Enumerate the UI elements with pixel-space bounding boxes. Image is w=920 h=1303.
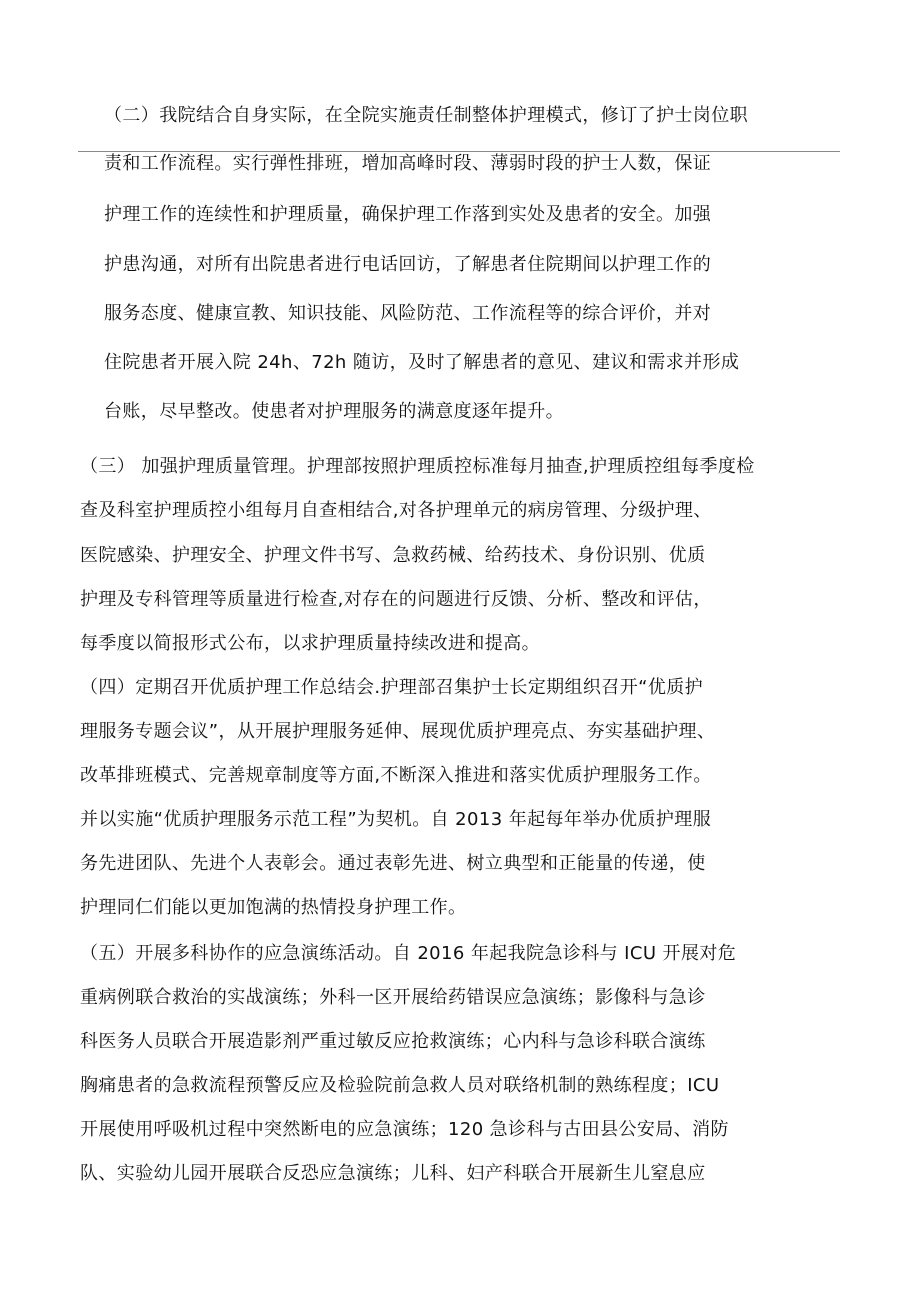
section-4-line-3: 改革排班模式、完善规章制度等方面,不断深入推进和落实优质护理服务工作。 [80, 765, 712, 786]
section-3-line-5: 每季度以简报形式公布，以求护理质量持续改进和提高。 [80, 633, 540, 654]
section-4-line-4: 并以实施“优质护理服务示范工程”为契机。自 2013 年起每年举办优质护理服 [80, 809, 712, 830]
section-2-line-3: 护理工作的连续性和护理质量，确保护理工作落到实处及患者的安全。加强 [104, 204, 712, 225]
section-3-line-4: 护理及专科管理等质量进行检查,对存在的问题进行反馈、分析、整改和评估， [80, 589, 712, 610]
section-3-line-3: 医院感染、护理安全、护理文件书写、急救药械、给药技术、身份识别、优质 [80, 545, 706, 566]
section-4-line-6: 护理同仁们能以更加饱满的热情投身护理工作。 [80, 897, 467, 918]
section-5-line-5: 开展使用呼吸机过程中突然断电的应急演练；120 急诊科与古田县公安局、消防 [80, 1119, 729, 1140]
section-5-line-6: 队、实验幼儿园开展联合反恐应急演练；儿科、妇产科联合开展新生儿窒息应 [80, 1163, 706, 1184]
section-4-line-1: （四）定期召开优质护理工作总结会.护理部召集护士长定期组织召开“优质护 [80, 677, 704, 698]
section-4-line-5: 务先进团队、先进个人表彰会。通过表彰先进、树立典型和正能量的传递，使 [80, 853, 706, 874]
section-5-line-3: 科医务人员联合开展造影剂严重过敏反应抢救演练；心内科与急诊科联合演练 [80, 1031, 706, 1052]
section-2-line-2: 责和工作流程。实行弹性排班，增加高峰时段、薄弱时段的护士人数，保证 [104, 153, 712, 174]
section-5-line-4: 胸痛患者的急救流程预警反应及检验院前急救人员对联络机制的熟练程度；ICU [80, 1075, 720, 1096]
section-4-line-2: 理服务专题会议”，从开展护理服务延伸、展现优质护理亮点、夯实基础护理、 [80, 721, 716, 742]
section-5-line-1: （五）开展多科协作的应急演练活动。自 2016 年起我院急诊科与 ICU 开展对危 [80, 943, 737, 964]
section-2-line-7: 台账，尽早整改。使患者对护理服务的满意度逐年提升。 [104, 401, 564, 422]
section-2-line-1: （二）我院结合自身实际，在全院实施责任制整体护理模式，修订了护士岗位职 [104, 105, 748, 126]
section-2-line-5: 服务态度、健康宣教、知识技能、风险防范、工作流程等的综合评价，并对 [104, 303, 712, 324]
section-3-line-1: （三） 加强护理质量管理。护理部按照护理质控标准每月抽查,护理质控组每季度检 [80, 456, 755, 477]
section-2-line-6: 住院患者开展入院 24h、72h 随访，及时了解患者的意见、建议和需求并形成 [104, 352, 740, 373]
section-5-line-2: 重病例联合救治的实战演练；外科一区开展给药错误应急演练；影像科与急诊 [80, 987, 706, 1008]
section-3-line-2: 查及科室护理质控小组每月自查相结合,对各护理单元的病房管理、分级护理、 [80, 500, 712, 521]
section-2-line-4: 护患沟通，对所有出院患者进行电话回访，了解患者住院期间以护理工作的 [104, 254, 712, 275]
